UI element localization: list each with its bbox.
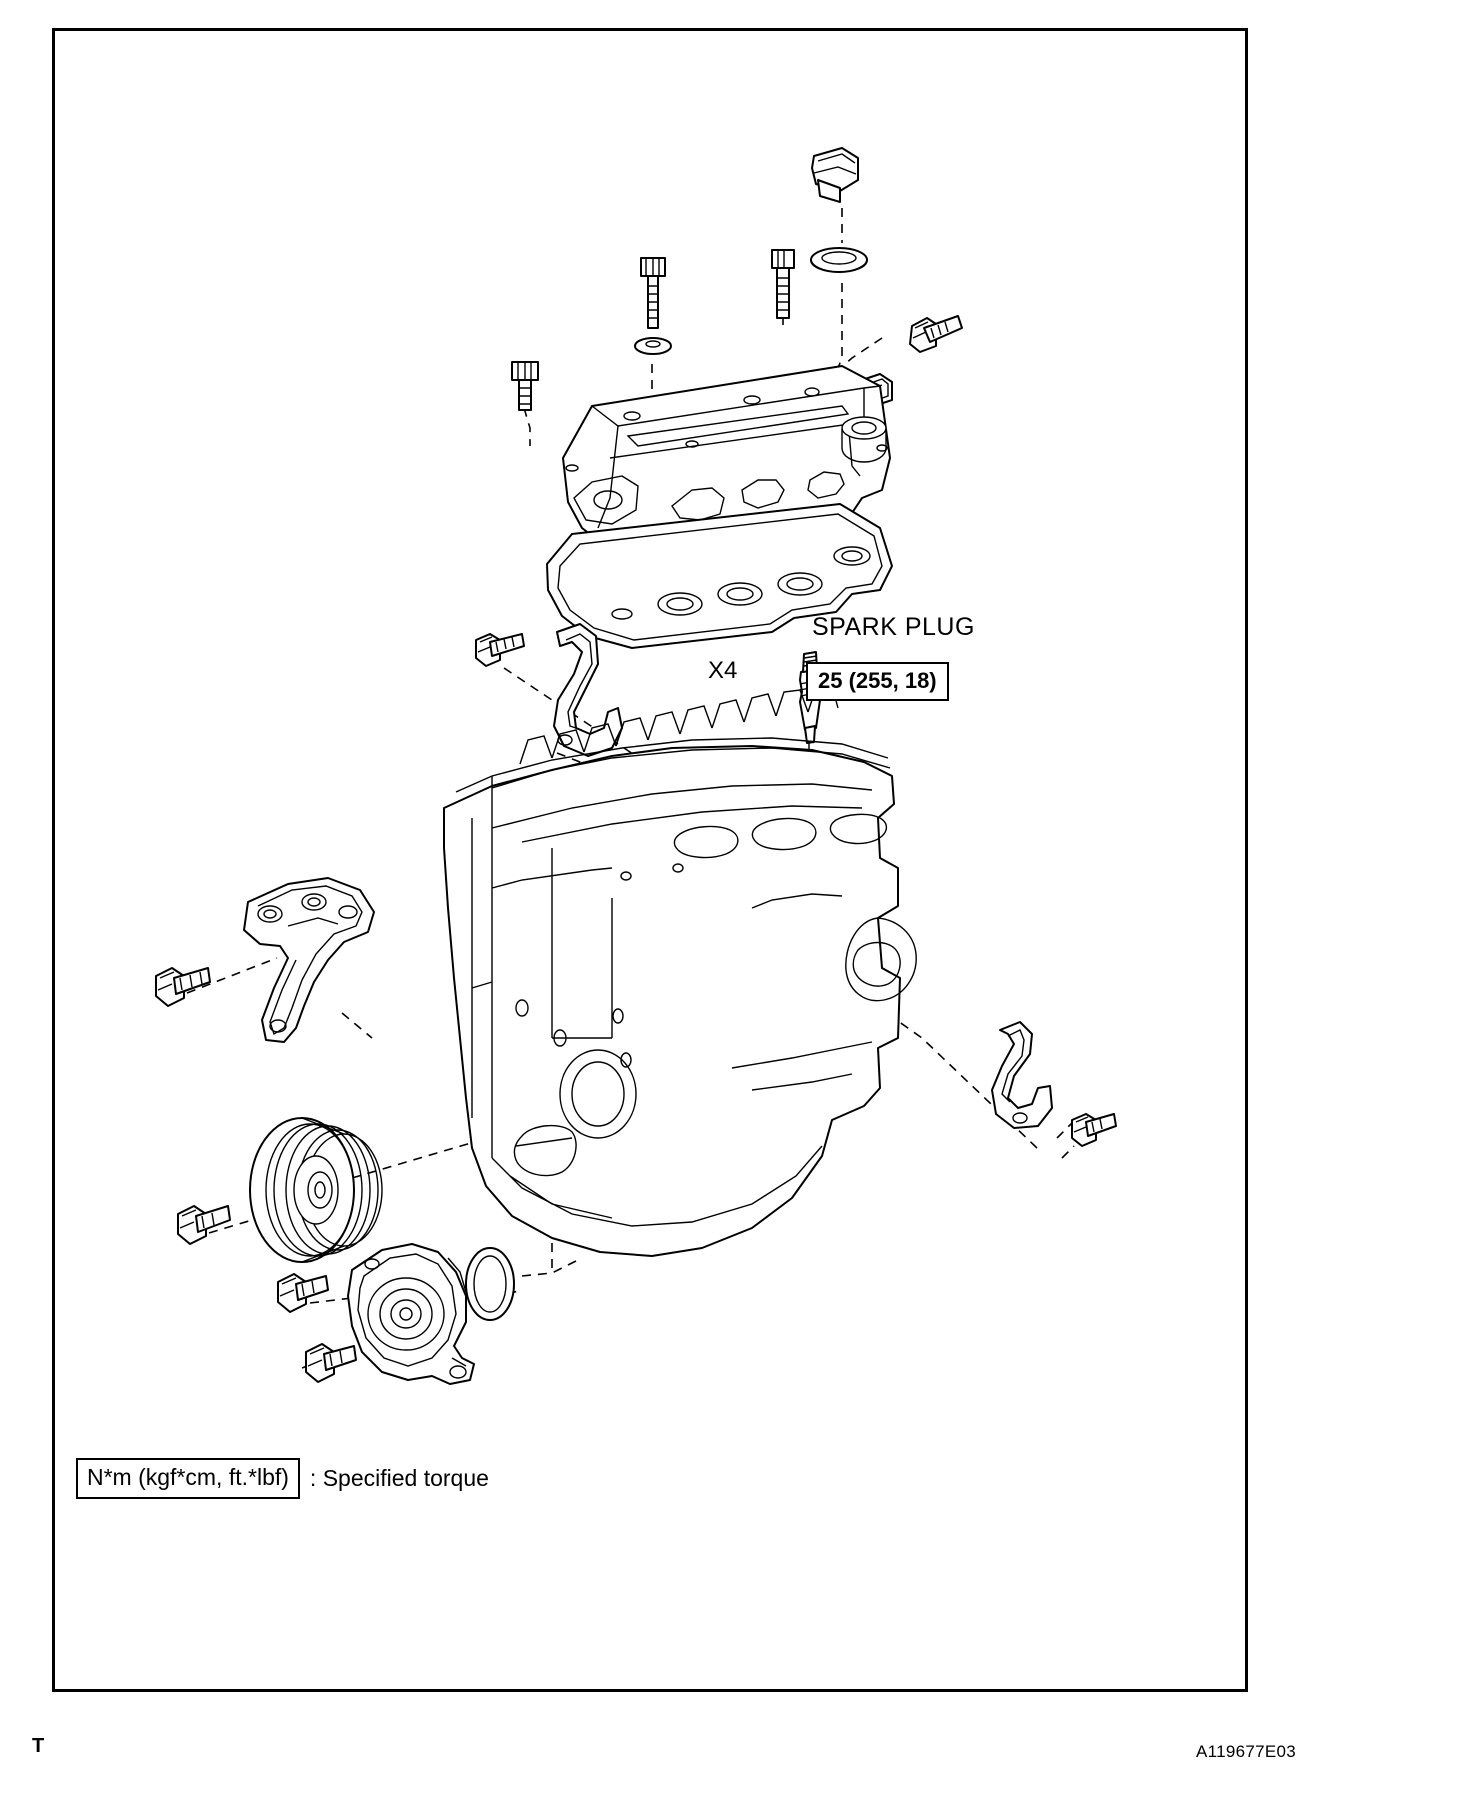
engine-hanger-rear: [992, 1022, 1052, 1128]
exploded-view-svg: [52, 28, 1248, 1692]
torque-units-box: N*m (kgf*cm, ft.*lbf): [76, 1458, 300, 1499]
engine-hanger-bolt-right: [1072, 1114, 1116, 1146]
cover-bolt-right: [910, 316, 962, 352]
figure-id: A119677E03: [1196, 1742, 1297, 1761]
water-pump-o-ring: [466, 1248, 514, 1320]
oil-filler-cap-gasket: [811, 248, 867, 272]
cover-stud-bolt: [772, 250, 794, 318]
engine-mounting-bracket: [244, 878, 374, 1042]
engine-hanger-bolt-left: [476, 634, 524, 666]
pulley-bolt: [178, 1206, 230, 1244]
spark-plug-title: SPARK PLUG: [812, 613, 975, 641]
cylinder-block: [444, 686, 916, 1256]
cover-bolt-long: [641, 258, 665, 328]
oil-filler-cap: [812, 148, 858, 202]
spark-plug-torque-value: 25 (255, 18): [806, 662, 949, 701]
cover-bolt-long-washer: [635, 338, 671, 354]
water-pump-bolt-upper: [278, 1274, 328, 1312]
torque-legend: [76, 1458, 489, 1499]
page-corner-mark: T: [32, 1735, 45, 1757]
crankshaft-pulley: [250, 1118, 382, 1262]
torque-legend-text: : Specified torque: [309, 1465, 489, 1491]
spark-plug-quantity-label: X4: [708, 657, 738, 684]
water-pump-assembly: [348, 1244, 474, 1384]
diagram-artwork: [52, 28, 1248, 1692]
cover-bolt-short: [512, 362, 538, 410]
water-pump-bolt-lower: [306, 1344, 356, 1382]
